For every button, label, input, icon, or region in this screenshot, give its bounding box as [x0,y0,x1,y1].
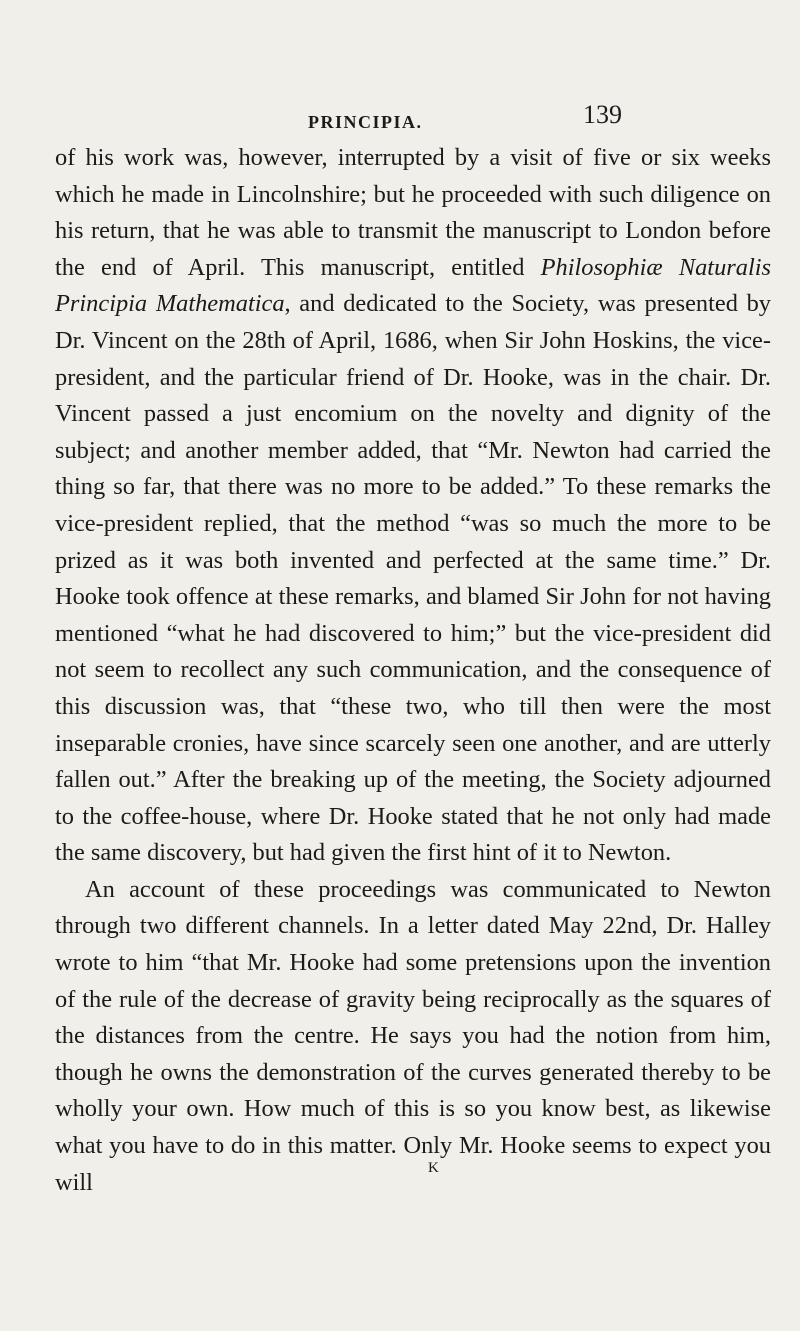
page-number: 139 [583,100,622,129]
paragraph-1-part-2: , and dedicated to the Society, was presented by Dr. Vincent on the 28th of April, 1686, when Sir John Hoskins, the vice-president, and the particular friend of Dr. Hooke, was in the chair. Dr. Vincent passed a just encomium on the novelty and dignity of the subject; and another member added, that “Mr. Newton had carried the thing so far, that there was no more to be added.” To these remarks the vice-president replied, that the method “was so much the more to be prized as it was both invented and perfected at the same time.” Dr. Hooke took offence at these remarks, and blamed Sir John for not having mentioned “what he had discovered to him;” but the vice-president did not seem to recollect any such communication, and the consequence of this discussion was, that “these two, who till then were the most inseparable cronies, have since scarcely seen one another, and are utterly fallen out.” After the breaking up of the meeting, the Society adjourned to the coffee-house, where Dr. Hooke stated that he not only had made the same discovery, but had given the first hint of it to Newton. [55,290,771,867]
body-text [55,140,771,1201]
book-title-italic: Philosophiæ Naturalis Principia Mathematica [55,253,772,318]
paragraph-1-part-1: of his work was, however, interrupted by a visit of five or six weeks which he made in Lincolnshire; but he proceeded with such diligence on his return, that he was able to transmit the manuscript to London before the end of April. This manuscript, entitled [55,144,771,281]
running-title: PRINCIPIA. [308,112,423,132]
paragraph-2: An account of these proceedings was communicated to Newton through two different channels. In a letter dated May 22nd, Dr. Halley wrote to him “that Mr. Hooke had some pretensions upon the invention of the rule of the decrease of gravity being reciprocally as the squares of the distances from the centre. He says you had the notion from him, though he owns the demonstration of the curves generated thereby to be wholly your own. How much of this is so you know best, as likewise what you have to do in this matter. Only Mr. Hooke seems to expect you will [55,875,771,1196]
signature-mark: K [428,1160,440,1176]
paragraph-1 [55,140,771,872]
running-head [0,90,800,130]
